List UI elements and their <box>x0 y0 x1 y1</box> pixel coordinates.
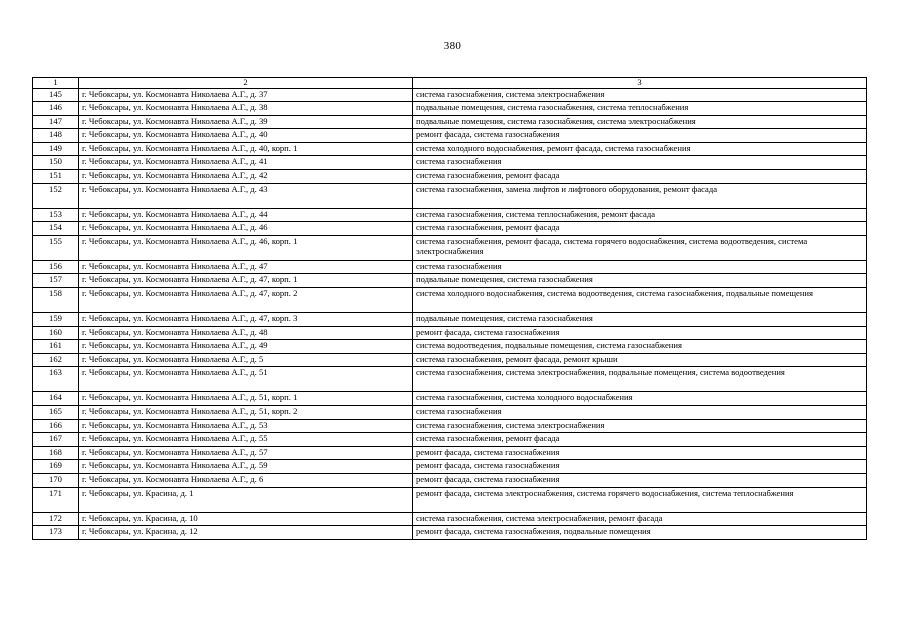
row-address: г. Чебоксары, ул. Космонавта Николаева А.Г., д. 49 <box>79 340 413 354</box>
table-row <box>33 288 867 313</box>
table-row <box>33 526 867 540</box>
row-address: г. Чебоксары, ул. Космонавта Николаева А.Г., д. 47 <box>79 260 413 274</box>
row-works: система газоснабжения, система теплоснабжения, ремонт фасада <box>413 208 867 222</box>
row-works: система газоснабжения, ремонт фасада, ремонт крыши <box>413 353 867 367</box>
header-col-1: 1 <box>33 78 79 89</box>
row-number: 152 <box>33 183 79 208</box>
header-col-2: 2 <box>79 78 413 89</box>
table-row <box>33 156 867 170</box>
row-number: 158 <box>33 288 79 313</box>
table-row <box>33 274 867 288</box>
row-number: 168 <box>33 446 79 460</box>
row-address: г. Чебоксары, ул. Космонавта Николаева А.Г., д. 40, корп. 1 <box>79 142 413 156</box>
row-address: г. Чебоксары, ул. Космонавта Николаева А.Г., д. 47, корп. 2 <box>79 288 413 313</box>
row-address: г. Чебоксары, ул. Космонавта Николаева А.Г., д. 40 <box>79 129 413 143</box>
row-works: ремонт фасада, система газоснабжения, подвальные помещения <box>413 526 867 540</box>
table-row <box>33 88 867 102</box>
row-number: 163 <box>33 367 79 392</box>
row-number: 148 <box>33 129 79 143</box>
row-works: система газоснабжения <box>413 406 867 420</box>
page-number: 380 <box>443 40 462 52</box>
row-address: г. Чебоксары, ул. Космонавта Николаева А.Г., д. 44 <box>79 208 413 222</box>
row-works: подвальные помещения, система газоснабжения <box>413 313 867 327</box>
table-row <box>33 419 867 433</box>
row-number: 159 <box>33 313 79 327</box>
table-row <box>33 473 867 487</box>
table-body <box>33 78 867 540</box>
table-row <box>33 102 867 116</box>
row-works: система газоснабжения, замена лифтов и лифтового оборудования, ремонт фасада <box>413 183 867 208</box>
row-number: 156 <box>33 260 79 274</box>
row-number: 154 <box>33 222 79 236</box>
row-address: г. Чебоксары, ул. Красина, д. 10 <box>79 512 413 526</box>
row-works: ремонт фасада, система газоснабжения <box>413 473 867 487</box>
row-works: система газоснабжения, система электроснабжения, ремонт фасада <box>413 512 867 526</box>
row-address: г. Чебоксары, ул. Красина, д. 12 <box>79 526 413 540</box>
row-number: 149 <box>33 142 79 156</box>
table-row <box>33 367 867 392</box>
row-number: 155 <box>33 235 79 260</box>
row-address: г. Чебоксары, ул. Космонавта Николаева А.Г., д. 42 <box>79 170 413 184</box>
table-row <box>33 235 867 260</box>
table-row <box>33 340 867 354</box>
table-row <box>33 326 867 340</box>
row-works: система газоснабжения, система холодного водоснабжения <box>413 392 867 406</box>
row-works: система газоснабжения <box>413 260 867 274</box>
table-header-row <box>33 78 867 89</box>
row-number: 167 <box>33 433 79 447</box>
row-address: г. Чебоксары, ул. Космонавта Николаева А.Г., д. 57 <box>79 446 413 460</box>
table-row <box>33 142 867 156</box>
row-address: г. Чебоксары, ул. Космонавта Николаева А.Г., д. 55 <box>79 433 413 447</box>
row-works: система газоснабжения, система электроснабжения, подвальные помещения, система водоотведения <box>413 367 867 392</box>
row-works: система холодного водоснабжения, система водоотведения, система газоснабжения, подвальные помещения <box>413 288 867 313</box>
row-address: г. Чебоксары, ул. Космонавта Николаева А.Г., д. 48 <box>79 326 413 340</box>
row-works: система холодного водоснабжения, ремонт фасада, система газоснабжения <box>413 142 867 156</box>
row-address: г. Чебоксары, ул. Космонавта Николаева А.Г., д. 47, корп. 3 <box>79 313 413 327</box>
row-works: система газоснабжения, ремонт фасада <box>413 170 867 184</box>
table-row <box>33 446 867 460</box>
row-works: система газоснабжения, ремонт фасада <box>413 222 867 236</box>
row-address: г. Чебоксары, ул. Космонавта Николаева А.Г., д. 39 <box>79 115 413 129</box>
row-number: 171 <box>33 487 79 512</box>
row-address: г. Чебоксары, ул. Космонавта Николаева А.Г., д. 41 <box>79 156 413 170</box>
row-number: 173 <box>33 526 79 540</box>
table-row <box>33 460 867 474</box>
row-address: г. Чебоксары, ул. Космонавта Николаева А.Г., д. 43 <box>79 183 413 208</box>
row-number: 166 <box>33 419 79 433</box>
row-number: 164 <box>33 392 79 406</box>
row-address: г. Чебоксары, ул. Космонавта Николаева А.Г., д. 51 <box>79 367 413 392</box>
row-address: г. Чебоксары, ул. Космонавта Николаева А.Г., д. 5 <box>79 353 413 367</box>
row-works: система газоснабжения <box>413 156 867 170</box>
table-row <box>33 433 867 447</box>
table-row <box>33 183 867 208</box>
row-number: 165 <box>33 406 79 420</box>
table-row <box>33 512 867 526</box>
row-number: 170 <box>33 473 79 487</box>
table-row <box>33 222 867 236</box>
row-works: подвальные помещения, система газоснабжения, система электроснабжения <box>413 115 867 129</box>
table-row <box>33 353 867 367</box>
row-address: г. Чебоксары, ул. Космонавта Николаева А.Г., д. 38 <box>79 102 413 116</box>
row-number: 151 <box>33 170 79 184</box>
row-works: система газоснабжения, система электроснабжения <box>413 419 867 433</box>
row-number: 157 <box>33 274 79 288</box>
row-number: 161 <box>33 340 79 354</box>
row-works: ремонт фасада, система газоснабжения <box>413 460 867 474</box>
row-address: г. Чебоксары, ул. Космонавта Николаева А.Г., д. 53 <box>79 419 413 433</box>
row-works: система водоотведения, подвальные помещения, система газоснабжения <box>413 340 867 354</box>
row-number: 153 <box>33 208 79 222</box>
row-works: ремонт фасада, система газоснабжения <box>413 129 867 143</box>
row-works: система газоснабжения, ремонт фасада, система горячего водоснабжения, система водоотведения, система электроснабжения <box>413 235 867 260</box>
table-row <box>33 115 867 129</box>
row-address: г. Чебоксары, ул. Космонавта Николаева А.Г., д. 59 <box>79 460 413 474</box>
row-address: г. Чебоксары, ул. Космонавта Николаева А.Г., д. 47, корп. 1 <box>79 274 413 288</box>
row-works: система газоснабжения, ремонт фасада <box>413 433 867 447</box>
table-row <box>33 406 867 420</box>
row-works: подвальные помещения, система газоснабжения, система теплоснабжения <box>413 102 867 116</box>
row-number: 145 <box>33 88 79 102</box>
row-number: 146 <box>33 102 79 116</box>
table-row <box>33 170 867 184</box>
row-works: ремонт фасада, система газоснабжения <box>413 446 867 460</box>
row-address: г. Чебоксары, ул. Космонавта Николаева А.Г., д. 37 <box>79 88 413 102</box>
table-row <box>33 208 867 222</box>
row-number: 150 <box>33 156 79 170</box>
table-row <box>33 129 867 143</box>
row-works: подвальные помещения, система газоснабжения <box>413 274 867 288</box>
row-address: г. Чебоксары, ул. Космонавта Николаева А.Г., д. 46, корп. 1 <box>79 235 413 260</box>
row-number: 160 <box>33 326 79 340</box>
row-address: г. Чебоксары, ул. Космонавта Николаева А.Г., д. 46 <box>79 222 413 236</box>
header-col-3: 3 <box>413 78 867 89</box>
works-table <box>32 77 867 540</box>
row-works: система газоснабжения, система электроснабжения <box>413 88 867 102</box>
row-number: 147 <box>33 115 79 129</box>
row-works: ремонт фасада, система электроснабжения, система горячего водоснабжения, система теплоснабжения <box>413 487 867 512</box>
table-row <box>33 313 867 327</box>
row-address: г. Чебоксары, ул. Красина, д. 1 <box>79 487 413 512</box>
row-address: г. Чебоксары, ул. Космонавта Николаева А.Г., д. 51, корп. 2 <box>79 406 413 420</box>
row-number: 172 <box>33 512 79 526</box>
table-row <box>33 260 867 274</box>
row-number: 169 <box>33 460 79 474</box>
table-row <box>33 487 867 512</box>
row-address: г. Чебоксары, ул. Космонавта Николаева А.Г., д. 6 <box>79 473 413 487</box>
row-works: ремонт фасада, система газоснабжения <box>413 326 867 340</box>
row-address: г. Чебоксары, ул. Космонавта Николаева А.Г., д. 51, корп. 1 <box>79 392 413 406</box>
row-number: 162 <box>33 353 79 367</box>
table-row <box>33 392 867 406</box>
